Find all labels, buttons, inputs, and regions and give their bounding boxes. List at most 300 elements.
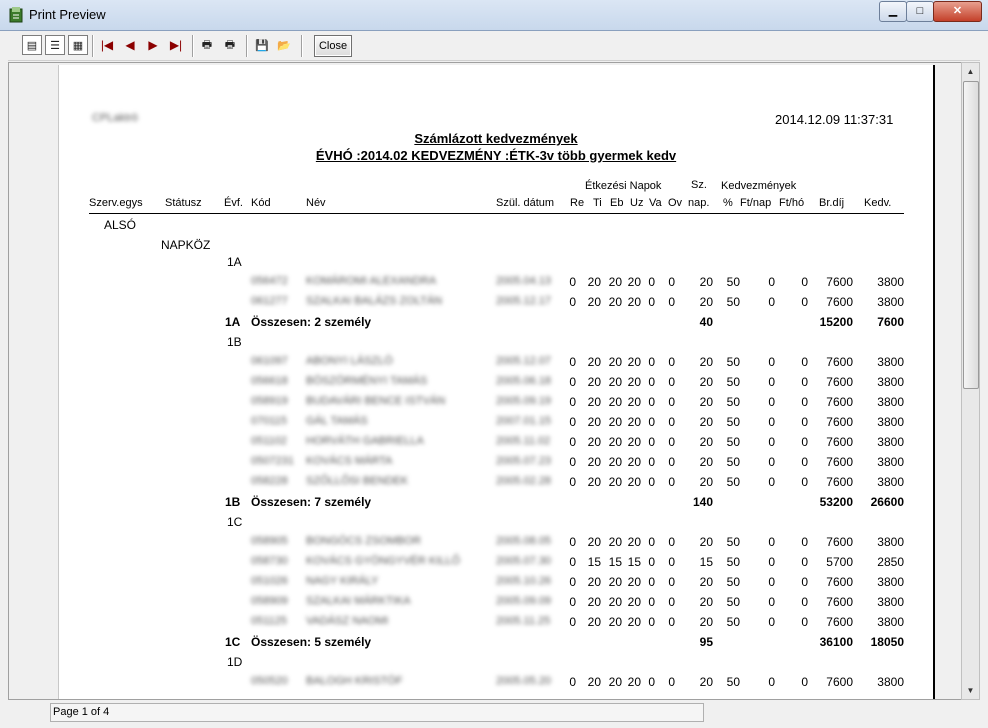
cell-ov: 0 xyxy=(668,455,675,469)
header-nap: nap. xyxy=(688,197,710,209)
cell-pct: 50 xyxy=(726,435,740,449)
total-group-label: 1A xyxy=(225,315,241,329)
cell-nap: 20 xyxy=(699,435,713,449)
printer-setup-icon[interactable]: 🖶 xyxy=(201,38,213,51)
cell-re: 0 xyxy=(569,575,576,589)
cell-nap: 20 xyxy=(699,275,713,289)
cell-szul: 2005.05.20 xyxy=(496,675,552,687)
report-title: Számlázott kedvezmények xyxy=(414,131,578,146)
cell-brdij: 7600 xyxy=(826,435,853,449)
window-title: Print Preview xyxy=(29,7,106,22)
cell-brdij: 5700 xyxy=(826,555,853,569)
cell-nap: 20 xyxy=(699,355,713,369)
cell-ftho: 0 xyxy=(801,355,808,369)
cell-ti: 20 xyxy=(587,595,601,609)
scroll-down-icon[interactable]: ▼ xyxy=(966,686,975,695)
cell-ov: 0 xyxy=(668,575,675,589)
title-bar xyxy=(0,0,988,31)
cell-uz: 20 xyxy=(627,395,641,409)
cell-uz: 20 xyxy=(627,415,641,429)
status-label: NAPKÖZ xyxy=(161,238,211,252)
cell-va: 0 xyxy=(648,455,655,469)
cell-re: 0 xyxy=(569,275,576,289)
group-label: 1A xyxy=(227,255,242,269)
open-folder-icon[interactable]: 📂 xyxy=(277,39,291,52)
cell-ti: 20 xyxy=(587,675,601,689)
cell-kedv: 3800 xyxy=(877,375,904,389)
cell-ftho: 0 xyxy=(801,395,808,409)
cell-pct: 50 xyxy=(726,415,740,429)
cell-nap: 15 xyxy=(699,555,713,569)
app-icon xyxy=(8,6,24,24)
table-row xyxy=(59,375,933,395)
cell-ti: 20 xyxy=(587,575,601,589)
cell-ftho: 0 xyxy=(801,415,808,429)
toolbar xyxy=(8,32,980,61)
table-row xyxy=(59,295,933,315)
cell-re: 0 xyxy=(569,475,576,489)
cell-brdij: 7600 xyxy=(826,375,853,389)
total-group-label: 1C xyxy=(225,635,241,649)
table-row xyxy=(59,595,933,615)
cell-nap: 20 xyxy=(699,535,713,549)
cell-ov: 0 xyxy=(668,475,675,489)
cell-eb: 20 xyxy=(608,295,622,309)
total-brdij: 53200 xyxy=(819,495,853,509)
cell-nap: 20 xyxy=(699,475,713,489)
cell-pct: 50 xyxy=(726,295,740,309)
cell-szul: 2005.11.25 xyxy=(496,615,551,627)
header-ftho: Ft/hó xyxy=(779,197,805,209)
cell-ftnap: 0 xyxy=(768,375,775,389)
group-header-row xyxy=(59,655,933,675)
group-total-row xyxy=(59,315,933,335)
total-brdij: 36100 xyxy=(819,635,853,649)
cell-va: 0 xyxy=(648,295,655,309)
cell-uz: 20 xyxy=(627,275,641,289)
cell-kedv: 3800 xyxy=(877,435,904,449)
cell-ftnap: 0 xyxy=(768,355,775,369)
header-re: Re xyxy=(570,197,585,209)
cell-ov: 0 xyxy=(668,295,675,309)
unit-label: ALSÓ xyxy=(104,218,137,232)
cell-ftho: 0 xyxy=(801,295,808,309)
cell-nap: 20 xyxy=(699,375,713,389)
cell-ftho: 0 xyxy=(801,575,808,589)
cell-kedv: 3800 xyxy=(877,475,904,489)
cell-szul: 2005.12.07 xyxy=(496,355,552,367)
cell-ov: 0 xyxy=(668,435,675,449)
header-va: Va xyxy=(649,197,662,209)
cell-szul: 2007.01.15 xyxy=(496,415,552,427)
vertical-scrollbar[interactable] xyxy=(961,62,980,700)
cell-eb: 20 xyxy=(608,355,622,369)
table-row xyxy=(59,555,933,575)
cell-ftho: 0 xyxy=(801,275,808,289)
cell-kod: 058905 xyxy=(251,535,288,547)
header-sz: Sz. xyxy=(691,179,707,191)
cell-eb: 20 xyxy=(608,475,622,489)
cell-ftnap: 0 xyxy=(768,455,775,469)
cell-ti: 20 xyxy=(587,375,601,389)
total-nap: 140 xyxy=(692,495,713,509)
cell-uz: 20 xyxy=(627,355,641,369)
cell-va: 0 xyxy=(648,595,655,609)
cell-szul: 2005.09.09 xyxy=(496,595,552,607)
cell-ti: 20 xyxy=(587,275,601,289)
cell-re: 0 xyxy=(569,535,576,549)
cell-nap: 20 xyxy=(699,575,713,589)
table-row xyxy=(59,575,933,595)
cell-ftho: 0 xyxy=(801,555,808,569)
cell-ftho: 0 xyxy=(801,595,808,609)
cell-kod: 058730 xyxy=(251,555,288,567)
cell-nap: 20 xyxy=(699,395,713,409)
two-pages-icon[interactable]: ☰ xyxy=(45,35,65,55)
cell-szul: 2005.02.28 xyxy=(496,475,552,487)
group-label: 1D xyxy=(227,655,243,669)
cell-ov: 0 xyxy=(668,535,675,549)
window-close-button[interactable]: ✕ xyxy=(933,1,982,22)
cell-brdij: 7600 xyxy=(826,575,853,589)
maximize-button[interactable]: □ xyxy=(906,1,934,22)
cell-ftnap: 0 xyxy=(768,615,775,629)
total-group-label: 1B xyxy=(225,495,241,509)
cell-nap: 20 xyxy=(699,675,713,689)
cell-re: 0 xyxy=(569,675,576,689)
minimize-button[interactable]: ▁ xyxy=(879,1,907,22)
cell-pct: 50 xyxy=(726,395,740,409)
group-label: 1C xyxy=(227,515,243,529)
cell-kedv: 3800 xyxy=(877,395,904,409)
cell-va: 0 xyxy=(648,435,655,449)
cell-ti: 20 xyxy=(587,455,601,469)
cell-ti: 20 xyxy=(587,615,601,629)
cell-va: 0 xyxy=(648,355,655,369)
cell-kod: 056618 xyxy=(251,375,288,387)
cell-va: 0 xyxy=(648,475,655,489)
cell-ftho: 0 xyxy=(801,435,808,449)
cell-ti: 20 xyxy=(587,395,601,409)
cell-uz: 20 xyxy=(627,595,641,609)
cell-kod: 051026 xyxy=(251,575,288,587)
total-kedv: 26600 xyxy=(870,495,904,509)
close-button[interactable]: Close xyxy=(314,35,352,57)
cell-szul: 2005.07.23 xyxy=(496,455,552,467)
cell-pct: 50 xyxy=(726,275,740,289)
header-ti: Ti xyxy=(593,197,602,209)
cell-va: 0 xyxy=(648,555,655,569)
cell-ov: 0 xyxy=(668,375,675,389)
cell-ftnap: 0 xyxy=(768,595,775,609)
cell-ftnap: 0 xyxy=(768,295,775,309)
cell-kod: 061277 xyxy=(251,295,288,307)
cell-eb: 20 xyxy=(608,535,622,549)
cell-szul: 2005.11.02 xyxy=(496,435,551,447)
cell-eb: 20 xyxy=(608,375,622,389)
cell-nap: 20 xyxy=(699,295,713,309)
cell-pct: 50 xyxy=(726,455,740,469)
cell-nev: HORVÁTH GABRIELLA xyxy=(306,435,424,447)
cell-kedv: 3800 xyxy=(877,355,904,369)
cell-va: 0 xyxy=(648,575,655,589)
cell-ftnap: 0 xyxy=(768,675,775,689)
cell-ov: 0 xyxy=(668,275,675,289)
cell-brdij: 7600 xyxy=(826,275,853,289)
header-pct: % xyxy=(723,197,733,209)
save-icon[interactable]: 💾 xyxy=(255,39,269,52)
cell-szul: 2005.07.30 xyxy=(496,555,552,567)
report-page xyxy=(58,65,935,700)
cell-ftnap: 0 xyxy=(768,575,775,589)
status-bar xyxy=(8,702,980,722)
cell-re: 0 xyxy=(569,395,576,409)
header-kod: Kód xyxy=(251,197,271,209)
cell-uz: 20 xyxy=(627,475,641,489)
toolbar-separator xyxy=(301,35,303,57)
cell-ov: 0 xyxy=(668,395,675,409)
cell-nev: KOMÁROMI ALEXANDRA xyxy=(306,275,437,287)
page-indicator: Page 1 of 4 xyxy=(50,703,704,722)
cell-nev: SZALKAI MÁRKTIKA xyxy=(306,595,411,607)
cell-kod: 050520 xyxy=(251,675,288,687)
cell-ftnap: 0 xyxy=(768,555,775,569)
print-icon[interactable]: 🖶 xyxy=(224,38,236,51)
table-row xyxy=(59,355,933,375)
table-row xyxy=(59,395,933,415)
cell-kedv: 3800 xyxy=(877,455,904,469)
cell-kod: 058919 xyxy=(251,395,288,407)
header-ov: Ov xyxy=(668,197,683,209)
cell-nev: ABONYI LÁSZLÓ xyxy=(306,355,393,367)
cell-pct: 50 xyxy=(726,535,740,549)
cell-kod: 061097 xyxy=(251,355,288,367)
cell-re: 0 xyxy=(569,415,576,429)
total-kedv: 18050 xyxy=(870,635,904,649)
scroll-up-icon[interactable]: ▲ xyxy=(966,67,975,76)
cell-va: 0 xyxy=(648,275,655,289)
header-kedvezmenyek: Kedvezmények xyxy=(721,180,797,192)
cell-va: 0 xyxy=(648,415,655,429)
cell-pct: 50 xyxy=(726,555,740,569)
cell-ov: 0 xyxy=(668,355,675,369)
cell-ftho: 0 xyxy=(801,475,808,489)
preview-viewport xyxy=(8,62,963,700)
cell-brdij: 7600 xyxy=(826,395,853,409)
cell-kod: 058909 xyxy=(251,595,288,607)
cell-ftnap: 0 xyxy=(768,535,775,549)
cell-va: 0 xyxy=(648,375,655,389)
group-header-row xyxy=(59,515,933,535)
table-row xyxy=(59,275,933,295)
cell-pct: 50 xyxy=(726,675,740,689)
cell-eb: 20 xyxy=(608,575,622,589)
cell-kod: 056472 xyxy=(251,275,288,287)
cell-szul: 2005.10.26 xyxy=(496,575,552,587)
cell-eb: 20 xyxy=(608,595,622,609)
cell-szul: 2005.04.13 xyxy=(496,275,552,287)
cell-kod: 0507231 xyxy=(251,455,294,467)
cell-ti: 20 xyxy=(587,535,601,549)
total-label: Összesen: 7 személy xyxy=(251,495,372,509)
cell-ti: 20 xyxy=(587,295,601,309)
cell-va: 0 xyxy=(648,535,655,549)
cell-nev: BUDAVÁRI BENCE ISTVÁN xyxy=(306,395,446,407)
cell-nap: 20 xyxy=(699,595,713,609)
cell-ti: 20 xyxy=(587,435,601,449)
cell-eb: 20 xyxy=(608,275,622,289)
cell-ftnap: 0 xyxy=(768,395,775,409)
cell-va: 0 xyxy=(648,615,655,629)
cell-kedv: 3800 xyxy=(877,575,904,589)
previous-page-icon[interactable]: ◀ xyxy=(125,38,135,52)
cell-va: 0 xyxy=(648,675,655,689)
cell-pct: 50 xyxy=(726,475,740,489)
cell-uz: 20 xyxy=(627,675,641,689)
cell-pct: 50 xyxy=(726,575,740,589)
cell-uz: 20 xyxy=(627,375,641,389)
cell-re: 0 xyxy=(569,615,576,629)
cell-ftho: 0 xyxy=(801,375,808,389)
cell-ov: 0 xyxy=(668,595,675,609)
header-nev: Név xyxy=(306,197,326,209)
cell-kod: 051125 xyxy=(251,615,287,627)
total-nap: 40 xyxy=(699,315,713,329)
cell-nev: VADÁSZ NAOMI xyxy=(306,615,389,627)
group-header-row xyxy=(59,335,933,355)
cell-nev: GÁL TAMÁS xyxy=(306,415,368,427)
toolbar-separator xyxy=(192,35,194,57)
group-label: 1B xyxy=(227,335,242,349)
cell-re: 0 xyxy=(569,595,576,609)
cell-kod: 058228 xyxy=(251,475,288,487)
cell-ti: 20 xyxy=(587,415,601,429)
header-kedv: Kedv. xyxy=(864,197,892,209)
cell-kedv: 3800 xyxy=(877,415,904,429)
group-total-row xyxy=(59,635,933,655)
cell-kedv: 3800 xyxy=(877,295,904,309)
page-width-icon[interactable]: ▦ xyxy=(68,35,88,55)
cell-ti: 20 xyxy=(587,355,601,369)
cell-ov: 0 xyxy=(668,675,675,689)
cell-kedv: 3800 xyxy=(877,535,904,549)
cell-szul: 2005.06.18 xyxy=(496,375,552,387)
cell-ftho: 0 xyxy=(801,535,808,549)
cell-szul: 2005.09.19 xyxy=(496,395,552,407)
cell-ti: 20 xyxy=(587,475,601,489)
cell-ov: 0 xyxy=(668,615,675,629)
cell-uz: 20 xyxy=(627,615,641,629)
cell-re: 0 xyxy=(569,455,576,469)
report-datetime: 2014.12.09 11:37:31 xyxy=(775,112,894,127)
cell-eb: 15 xyxy=(608,555,622,569)
cell-re: 0 xyxy=(569,435,576,449)
cell-eb: 20 xyxy=(608,395,622,409)
scroll-thumb[interactable] xyxy=(963,81,979,389)
cell-nev: KOVÁCS GYÖNGYVÉR KILLŐ xyxy=(306,555,461,567)
table-row xyxy=(59,535,933,555)
cell-szul: 2005.08.05 xyxy=(496,535,552,547)
cell-nev: NAGY KIRÁLY xyxy=(306,575,379,587)
cell-brdij: 7600 xyxy=(826,475,853,489)
cell-uz: 20 xyxy=(627,575,641,589)
cell-ftnap: 0 xyxy=(768,275,775,289)
cell-nap: 20 xyxy=(699,615,713,629)
total-nap: 95 xyxy=(699,635,713,649)
cell-nev: BALOGH KRISTÓF xyxy=(306,675,403,687)
cell-nev: BONGÓCS ZSOMBOR xyxy=(306,535,421,547)
cell-kedv: 2850 xyxy=(877,555,904,569)
one-page-icon[interactable]: ▤ xyxy=(22,35,42,55)
cell-ftho: 0 xyxy=(801,455,808,469)
cell-brdij: 7600 xyxy=(826,415,853,429)
table-row xyxy=(59,435,933,455)
cell-ftnap: 0 xyxy=(768,415,775,429)
cell-eb: 20 xyxy=(608,455,622,469)
cell-kedv: 3800 xyxy=(877,595,904,609)
table-row xyxy=(59,675,933,695)
cell-nap: 20 xyxy=(699,455,713,469)
cell-va: 0 xyxy=(648,395,655,409)
header-status: Státusz xyxy=(165,197,202,209)
first-page-icon[interactable]: |◀ xyxy=(100,38,114,52)
cell-ov: 0 xyxy=(668,415,675,429)
cell-ftho: 0 xyxy=(801,675,808,689)
cell-nev: SZALKAI BALÁZS ZOLTÁN xyxy=(306,295,443,307)
header-szerv: Szerv.egys xyxy=(89,197,143,209)
cell-ti: 15 xyxy=(587,555,601,569)
cell-brdij: 7600 xyxy=(826,535,853,549)
cell-uz: 20 xyxy=(627,435,641,449)
cell-ftnap: 0 xyxy=(768,435,775,449)
cell-brdij: 7600 xyxy=(826,455,853,469)
header-etkezesi-napok: Étkezési Napok xyxy=(585,180,662,192)
total-kedv: 7600 xyxy=(877,315,904,329)
cell-re: 0 xyxy=(569,295,576,309)
cell-re: 0 xyxy=(569,555,576,569)
company-name: CPLaktrō xyxy=(92,112,138,124)
cell-nev: SZŐLLŐSI BENDEK xyxy=(306,475,409,487)
cell-eb: 20 xyxy=(608,675,622,689)
table-row xyxy=(59,475,933,495)
cell-ftho: 0 xyxy=(801,615,808,629)
cell-kedv: 3800 xyxy=(877,615,904,629)
cell-brdij: 7600 xyxy=(826,295,853,309)
cell-uz: 20 xyxy=(627,295,641,309)
cell-pct: 50 xyxy=(726,615,740,629)
table-row xyxy=(59,415,933,435)
cell-szul: 2005.12.17 xyxy=(496,295,552,307)
cell-nev: KOVÁCS MÁRTA xyxy=(306,455,393,467)
header-evf: Évf. xyxy=(224,197,243,209)
report-subtitle: ÉVHÓ :2014.02 KEDVEZMÉNY :ÉTK-3v több gyermek kedv xyxy=(315,148,677,163)
toolbar-separator xyxy=(246,35,248,57)
cell-kod: 070115 xyxy=(251,415,287,427)
cell-brdij: 7600 xyxy=(826,355,853,369)
cell-kod: 051102 xyxy=(251,435,287,447)
cell-eb: 20 xyxy=(608,615,622,629)
group-total-row xyxy=(59,495,933,515)
table-row xyxy=(59,615,933,635)
next-page-icon[interactable]: ▶ xyxy=(148,38,158,52)
header-eb: Eb xyxy=(610,197,624,209)
cell-ov: 0 xyxy=(668,555,675,569)
cell-re: 0 xyxy=(569,355,576,369)
cell-uz: 15 xyxy=(627,555,641,569)
cell-eb: 20 xyxy=(608,415,622,429)
last-page-icon[interactable]: ▶| xyxy=(169,38,183,52)
group-header-row xyxy=(59,255,933,275)
